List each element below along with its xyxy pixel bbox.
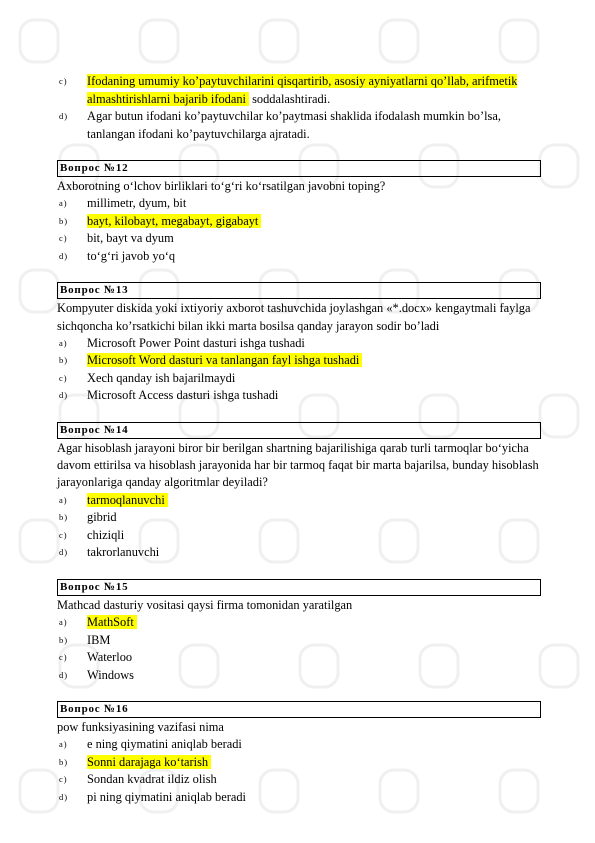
answer-option[interactable] (57, 614, 541, 632)
option-text: Windows (87, 667, 134, 682)
option-letter: c) (59, 774, 68, 785)
answer-option[interactable] (57, 632, 541, 650)
option-text: e ning qiymatini aniqlab beradi (87, 737, 242, 752)
question-text: Axborotning o‘lchov birliklari to‘g‘ri ko‘rsatilgan javobni toping? (57, 179, 386, 193)
option-text (87, 74, 517, 106)
option-letter: d) (59, 547, 69, 558)
option-letter: c) (59, 372, 68, 383)
answer-option[interactable] (57, 73, 541, 108)
option-letter: a) (59, 739, 68, 750)
question-block (57, 160, 541, 265)
option-text: IBM (87, 632, 111, 647)
option-text: Microsoft Power Point dasturi ishga tushadi (87, 335, 305, 350)
option-text-segment: soddalashtiradi. (248, 91, 331, 106)
question-block (57, 701, 541, 806)
question-block (57, 579, 541, 684)
watermark-glyph (540, 645, 578, 687)
highlighted-answer-text: Sonni darajaga ko‘tarish (87, 755, 211, 769)
watermark-glyph (20, 520, 58, 562)
question-text: Mathcad dasturiy vositasi qaysi firma tomonidan yaratilgan (57, 597, 353, 612)
option-text: Xech qanday ish bajarilmaydi (87, 370, 236, 385)
question-header: Вопрос №14 (57, 422, 541, 439)
option-letter: b) (59, 756, 69, 767)
question-header: Вопрос №13 (57, 282, 541, 299)
option-letter: b) (59, 355, 69, 366)
watermark-glyph (380, 20, 418, 62)
option-letter: d) (59, 791, 69, 802)
answer-option[interactable] (57, 108, 541, 143)
highlighted-answer-text: Ifodaning umumiy ko’paytuvchilarini qisqartirib, asosiy ayniyatlarni qo’llab, arifmetik almashtirishlarni bajarib ifodani (87, 74, 518, 106)
watermark-glyph (20, 770, 58, 812)
document-page (57, 73, 541, 806)
question-list (57, 160, 541, 806)
question-11-continuation (57, 73, 541, 143)
answer-option[interactable] (57, 649, 541, 667)
answer-option[interactable] (57, 370, 541, 388)
option-letter: a) (59, 494, 68, 505)
option-text (87, 109, 501, 141)
option-letter: a) (59, 198, 68, 209)
question-header: Вопрос №15 (57, 579, 541, 596)
option-letter: d) (59, 669, 69, 680)
question-header: Вопрос №16 (57, 701, 541, 718)
answer-option[interactable] (57, 195, 541, 213)
option-letter: a) (59, 337, 68, 348)
answer-option[interactable] (57, 213, 541, 231)
answer-option[interactable] (57, 736, 541, 754)
watermark-glyph (20, 20, 58, 62)
option-text: pi ning qiymatini aniqlab beradi (87, 789, 246, 804)
option-letter: c) (59, 529, 68, 540)
watermark-glyph (540, 395, 578, 437)
option-text: takrorlanuvchi (87, 545, 160, 560)
watermark-glyph (20, 270, 58, 312)
option-letter: d) (59, 250, 69, 261)
option-letter: b) (59, 215, 69, 226)
option-text: millimetr, dyum, bit (87, 196, 187, 211)
option-text-segment: Agar butun ifodani ko’paytuvchilar ko’paytmasi shaklida ifodalash mumkin bo’lsa, tanlangan ifodani ko’paytuvchilarga ajratadi. (87, 109, 501, 141)
answer-option[interactable] (57, 387, 541, 405)
option-letter: c) (59, 76, 68, 86)
question-block (57, 422, 541, 562)
option-letter: d) (59, 111, 69, 121)
option-letter: d) (59, 390, 69, 401)
highlighted-answer-text: tarmoqlanuvchi (87, 493, 168, 507)
highlighted-answer-text: MathSoft (87, 615, 137, 629)
watermark-glyph (540, 145, 578, 187)
answer-option[interactable] (57, 509, 541, 527)
question-text: Kompyuter diskida yoki ixtiyoriy axborot tashuvchida joylashgan «*.docx» kengaytmali faylga sichqoncha ko’rsatkichi bilan ikki marta bosilsa qanday jarayon sodir bo’ladi (57, 301, 531, 333)
answer-option[interactable] (57, 544, 541, 562)
answer-option[interactable] (57, 789, 541, 807)
option-letter: c) (59, 233, 68, 244)
option-text: Waterloo (87, 650, 133, 665)
option-letter: b) (59, 512, 69, 523)
highlighted-answer-text: bayt, kilobayt, megabayt, gigabayt (87, 214, 261, 228)
option-text: to‘g‘ri javob yo‘q (87, 248, 176, 263)
option-text: chiziqli (87, 527, 125, 542)
answer-option[interactable] (57, 335, 541, 353)
answer-option[interactable] (57, 248, 541, 266)
answer-option[interactable] (57, 352, 541, 370)
answer-option[interactable] (57, 771, 541, 789)
answer-option[interactable] (57, 754, 541, 772)
answer-option[interactable] (57, 492, 541, 510)
answer-option[interactable] (57, 667, 541, 685)
watermark-glyph (140, 20, 178, 62)
question-text: Agar hisoblash jarayoni biror bir berilgan shartning bajarilishiga qarab turli tarmoqlar bo‘yicha davom ettirilsa va hisoblash jarayonida har bir tarmoq faqat bir marta bajarilsa, bunday hisoblash jarayonlariga qanday algoritmlar deyiladi? (57, 440, 539, 490)
answer-option[interactable] (57, 527, 541, 545)
answer-option[interactable] (57, 230, 541, 248)
option-text: Sondan kvadrat ildiz olish (87, 772, 217, 787)
option-text: bit, bayt va dyum (87, 231, 174, 246)
option-letter: c) (59, 652, 68, 663)
option-letter: a) (59, 617, 68, 628)
question-header: Вопрос №12 (57, 160, 541, 177)
question-block (57, 282, 541, 405)
question-text: pow funksiyasining vazifasi nima (57, 720, 224, 735)
option-letter: b) (59, 634, 69, 645)
highlighted-answer-text: Microsoft Word dasturi va tanlangan fayl ishga tushadi (87, 353, 362, 367)
watermark-glyph (260, 20, 298, 62)
option-text: Microsoft Access dasturi ishga tushadi (87, 388, 279, 403)
option-text: gibrid (87, 510, 117, 525)
watermark-glyph (500, 20, 538, 62)
